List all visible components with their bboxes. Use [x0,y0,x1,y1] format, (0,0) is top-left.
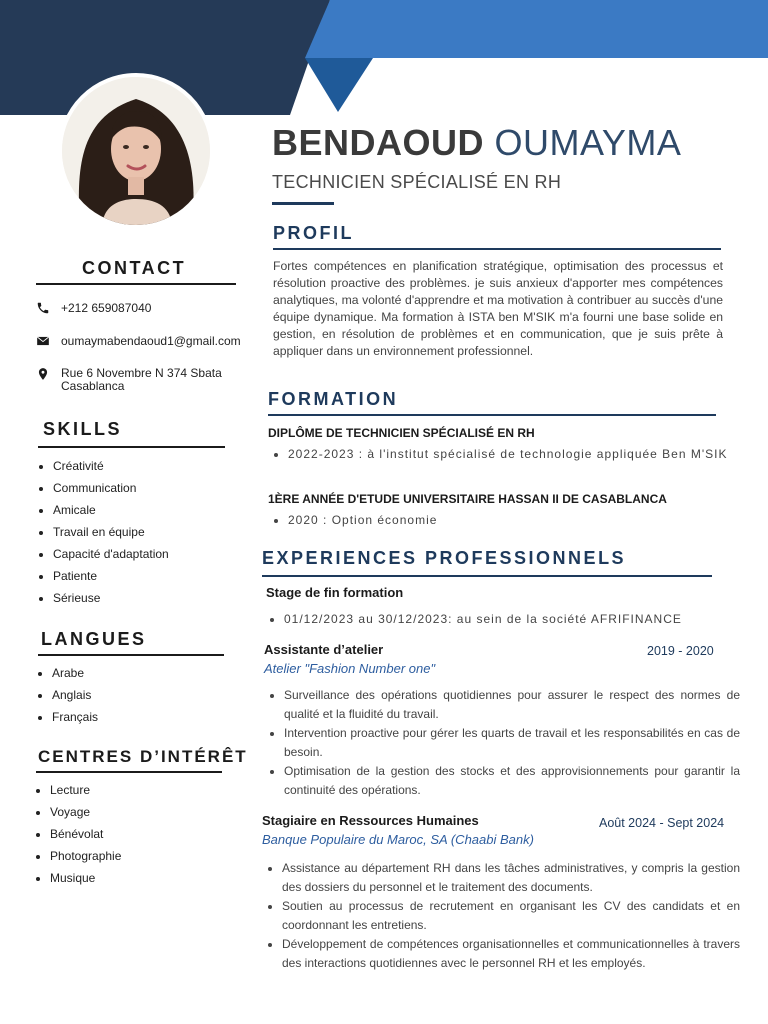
experience-heading: EXPERIENCES PROFESSIONNELS [262,548,627,568]
list-item: • Anglais [52,688,98,710]
list-item: • Intervention proactive pour gérer les quarts de travail et les responsabilités en cas de besoin. [284,724,740,762]
contact-heading: CONTACT [82,258,187,278]
profile-rule [273,248,721,250]
phone-number: +212 659087040 [61,301,152,315]
list-item: • Capacité d'adaptation [53,547,169,569]
languages-heading: LANGUES [41,629,147,649]
list-item: • Lecture [50,783,121,805]
job-1-bullets [266,610,736,629]
interests-rule [36,771,222,773]
job-2-company: Atelier "Fashion Number one" [264,661,436,676]
contact-rule [36,283,236,285]
job-3-company: Banque Populaire du Maroc, SA (Chaabi Bank) [262,832,534,847]
profile-text: Fortes compétences en planification stratégique, optimisation des processus et résolution proactive des problèmes. je suis anxieux d'apporter mes compétences analytiques, ma volonté d'apprendre et ma motivation à contribuer au succès d'une équipe dynamique. Ma formation à ISTA ben M'SIK m'a fourni une base solide en gestion, en résolution de problèmes et en communication, que je suis prête à appliquer dans un environnement professionnel. [273,259,723,358]
skills-list [36,459,169,613]
title-underline [272,202,334,205]
list-item: • Musique [50,871,121,893]
interests-list [33,783,121,893]
job-3-bullets [264,859,740,973]
job-2-dates: 2019 - 2020 [647,644,714,658]
list-item: • 01/12/2023 au 30/12/2023: au sein de la société AFRIFINANCE [284,610,736,629]
job-3-dates: Août 2024 - Sept 2024 [599,816,725,830]
email-link[interactable]: oumaymabendaoud1@gmail.com [61,334,241,348]
last-name: OUMAYMA [494,122,682,163]
skills-heading: SKILLS [43,419,123,439]
list-item: • Communication [53,481,169,503]
contact-address [36,367,222,393]
formation-details-1 [270,445,740,464]
address-line-1: Rue 6 Novembre N 374 Sbata [61,366,222,380]
list-item: • Patiente [53,569,169,591]
list-item: • Soutien au processus de recrutement en organisant les CV des candidats et en coordonnant les entretiens. [282,897,740,935]
first-name: BENDAOUD [272,122,485,163]
formation-details-2 [270,511,740,530]
contact-phone [36,301,151,315]
phone-icon [36,301,50,315]
list-item: • Travail en équipe [53,525,169,547]
interests-heading: CENTRES D’INTÉRÊT [38,747,248,766]
list-item: • Voyage [50,805,121,827]
list-item: • Photographie [50,849,121,871]
list-item: • 2022-2023 : à l'institut spécialisé de technologie appliquée Ben M'SIK [288,445,740,464]
avatar [58,73,214,229]
mail-icon [36,334,50,348]
job-3-title: Stagiaire en Ressources Humaines [262,813,479,828]
address-line-2: Casablanca [61,379,125,393]
list-item: • Arabe [52,666,98,688]
languages-list [35,666,98,732]
formation-rule [268,414,716,416]
candidate-name [272,122,681,164]
list-item: • Français [52,710,98,732]
experience-rule [262,575,712,577]
avatar-portrait-icon [62,77,210,225]
list-item: • Assistance au département RH dans les tâches administratives, y compris la gestion des dossiers du personnel et le traitement des documents. [282,859,740,897]
job-2-title: Assistante d’atelier [264,642,384,657]
list-item: • Optimisation de la gestion des stocks et des approvisionnements pour garantir la continuité des opérations. [284,762,740,800]
list-item: • Sérieuse [53,591,169,613]
formation-heading: FORMATION [268,389,399,409]
languages-rule [38,654,224,656]
job-2-bullets [266,686,740,800]
list-item: • Développement de compétences organisationnelles et communicationnelles à travers des interactions quotidiennes avec le personnel RH et les employés. [282,935,740,973]
list-item: • Amicale [53,503,169,525]
list-item: • 2020 : Option économie [288,511,740,530]
list-item: • Bénévolat [50,827,121,849]
formation-title-2: 1ÈRE ANNÉE D'ETUDE UNIVERSITAIRE HASSAN II DE CASABLANCA [268,492,667,506]
job-1-title: Stage de fin formation [266,585,404,600]
list-item: • Surveillance des opérations quotidiennes pour assurer le respect des normes de qualité et la fluidité du travail. [284,686,740,724]
location-icon [36,367,50,381]
job-title: TECHNICIEN SPÉCIALISÉ EN RH [272,172,562,192]
skills-rule [38,446,225,448]
list-item: • Créativité [53,459,169,481]
profile-heading: PROFIL [273,223,354,243]
contact-email [36,334,241,348]
formation-title-1: DIPLÔME DE TECHNICIEN SPÉCIALISÉ EN RH [268,426,535,440]
